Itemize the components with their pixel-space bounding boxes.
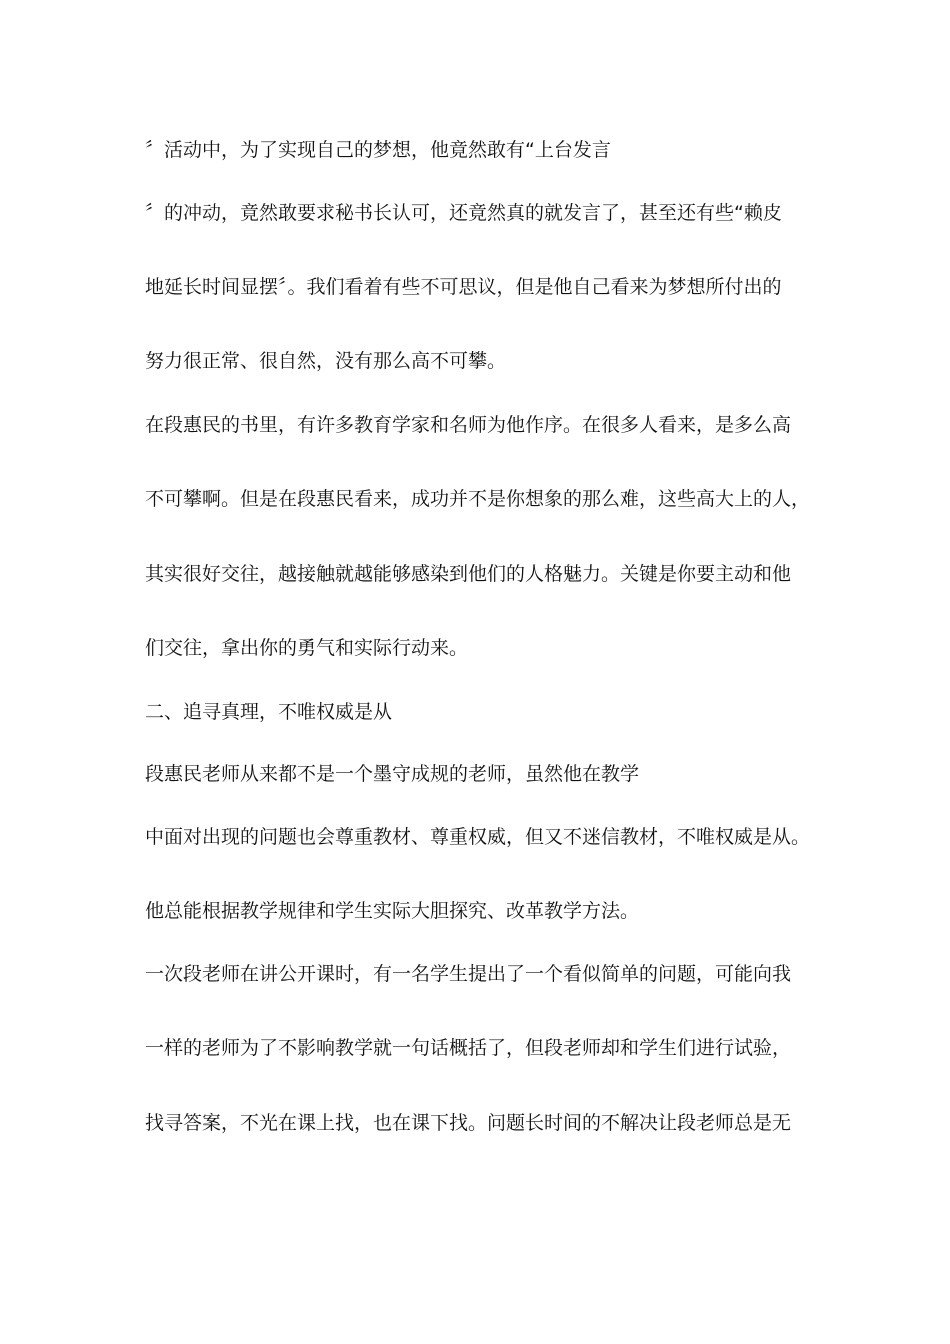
text-line: 其实很好交往，越接触就越能够感染到他们的人格魅力。关键是你要主动和他: [145, 563, 792, 585]
text-line: 〞活动中，为了实现自己的梦想，他竟然敢有“上台发言: [145, 139, 611, 161]
section-heading: 二、追寻真理，不唯权威是从: [145, 701, 393, 723]
text-line: 中面对出现的问题也会尊重教材、尊重权威，但又不迷信教材，不唯权威是从。: [145, 826, 811, 848]
text-line: 在段惠民的书里，有许多教育学家和名师为他作序。在很多人看来，是多么高: [145, 414, 792, 436]
text-line: 〞的冲动，竟然敢要求秘书长认可，还竟然真的就发言了，甚至还有些“赖皮: [145, 202, 782, 224]
text-line: 他总能根据教学规律和学生实际大胆探究、改革教学方法。: [145, 900, 640, 922]
text-line: 们交往，拿出你的勇气和实际行动来。: [145, 637, 469, 659]
text-line: 努力很正常、很自然，没有那么高不可攀。: [145, 350, 507, 372]
text-line: 段惠民老师从来都不是一个墨守成规的老师，虽然他在教学: [145, 763, 640, 785]
text-line: 一样的老师为了不影响教学就一句话概括了，但段老师却和学生们进行试验，: [145, 1037, 792, 1059]
text-line: 找寻答案，不光在课上找，也在课下找。问题长时间的不解决让段老师总是无: [145, 1112, 792, 1134]
text-line: 不可攀啊。但是在段惠民看来，成功并不是你想象的那么难，这些高大上的人，: [145, 488, 811, 510]
text-line: 地延长时间显摆〞。我们看着有些不可思议，但是他自己看来为梦想所付出的: [145, 276, 782, 298]
text-line: 一次段老师在讲公开课时，有一名学生提出了一个看似简单的问题，可能向我: [145, 963, 792, 985]
